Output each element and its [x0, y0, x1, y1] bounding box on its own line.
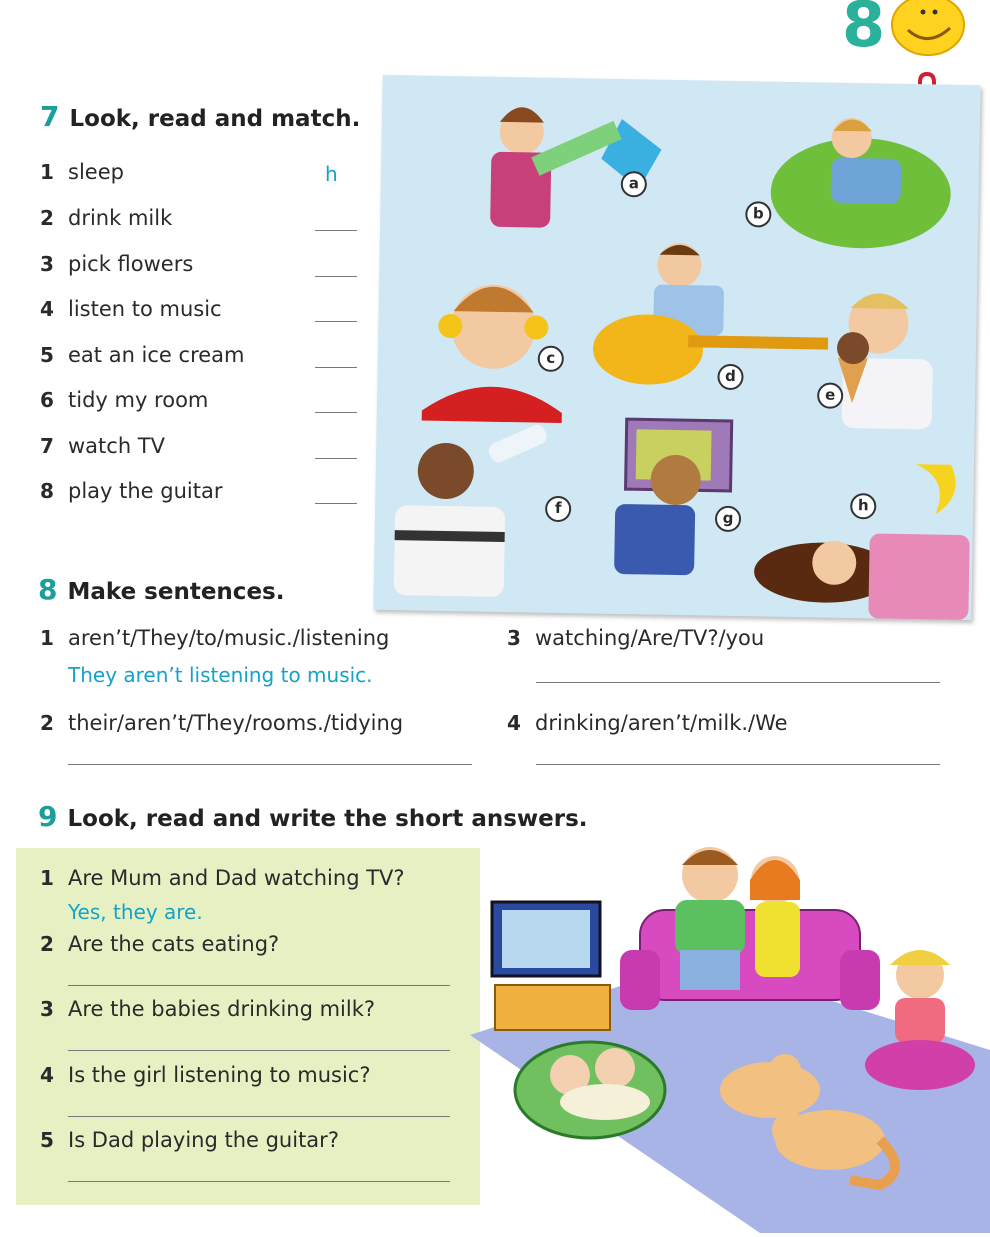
page-number-badge	[838, 0, 968, 65]
answer-blank[interactable]	[315, 412, 357, 413]
answer-blank[interactable]	[315, 321, 357, 322]
question: 3 Are the babies drinking milk?	[40, 997, 376, 1021]
exercise-number: 9	[38, 800, 58, 833]
picture-label: e	[817, 382, 843, 408]
picture-label: d	[717, 364, 743, 390]
exercise-title: Make sentences.	[67, 579, 285, 605]
list-item: 2 drink milk	[40, 206, 173, 230]
exercise-7-heading	[40, 100, 360, 133]
answer-blank[interactable]	[315, 503, 357, 504]
page-number: 8	[842, 0, 886, 61]
short-answer[interactable]: Yes, they are.	[68, 900, 203, 924]
exercise-8-heading	[38, 573, 284, 606]
picture-label: b	[745, 201, 771, 227]
answer-blank[interactable]: h	[325, 162, 338, 186]
answer-line[interactable]	[68, 1050, 450, 1051]
answer-line[interactable]	[68, 764, 472, 765]
exercise-title: Look, read and write the short answers.	[67, 806, 588, 832]
activity-picture-panel	[373, 75, 980, 620]
answer-blank[interactable]	[315, 458, 357, 459]
list-item: 3 pick flowers	[40, 252, 194, 276]
exercise-9-heading	[38, 800, 588, 833]
question: 4 Is the girl listening to music?	[40, 1063, 371, 1087]
question: 2 Are the cats eating?	[40, 932, 280, 956]
answer-line[interactable]	[68, 1116, 450, 1117]
picture-label: h	[850, 493, 876, 519]
answer-line[interactable]	[68, 985, 450, 986]
question: 5 Is Dad playing the guitar?	[40, 1128, 339, 1152]
sentence-prompt: 1 aren’t/They/to/music./listening	[40, 626, 390, 650]
exercise-number: 8	[38, 573, 58, 606]
answer-blank[interactable]	[315, 276, 357, 277]
list-item: 6 tidy my room	[40, 388, 209, 412]
answer-line[interactable]	[536, 764, 940, 765]
exercise-number: 7	[40, 100, 60, 133]
sentence-prompt: 4 drinking/aren’t/milk./We	[507, 711, 788, 735]
picture-label: c	[538, 346, 564, 372]
answer-blank[interactable]	[315, 230, 357, 231]
answer-line[interactable]	[68, 1181, 450, 1182]
list-item: 7 watch TV	[40, 434, 166, 458]
list-item: 5 eat an ice cream	[40, 343, 245, 367]
question: 1 Are Mum and Dad watching TV?	[40, 866, 405, 890]
sentence-prompt: 3 watching/Are/TV?/you	[507, 626, 765, 650]
list-item: 8 play the guitar	[40, 479, 223, 503]
living-room-illustration	[470, 840, 990, 1233]
answer-blank[interactable]	[315, 367, 357, 368]
exercise-title: Look, read and match.	[69, 106, 361, 132]
answer-line[interactable]	[536, 682, 940, 683]
picture-label: f	[545, 496, 571, 522]
sentence-answer[interactable]: They aren’t listening to music.	[68, 663, 373, 687]
list-item: 4 listen to music	[40, 297, 222, 321]
activity-illustrations	[373, 75, 980, 620]
picture-label: a	[621, 171, 647, 197]
picture-label: g	[715, 506, 741, 532]
sentence-prompt: 2 their/aren’t/They/rooms./tidying	[40, 711, 404, 735]
list-item: 1 sleep	[40, 160, 124, 184]
